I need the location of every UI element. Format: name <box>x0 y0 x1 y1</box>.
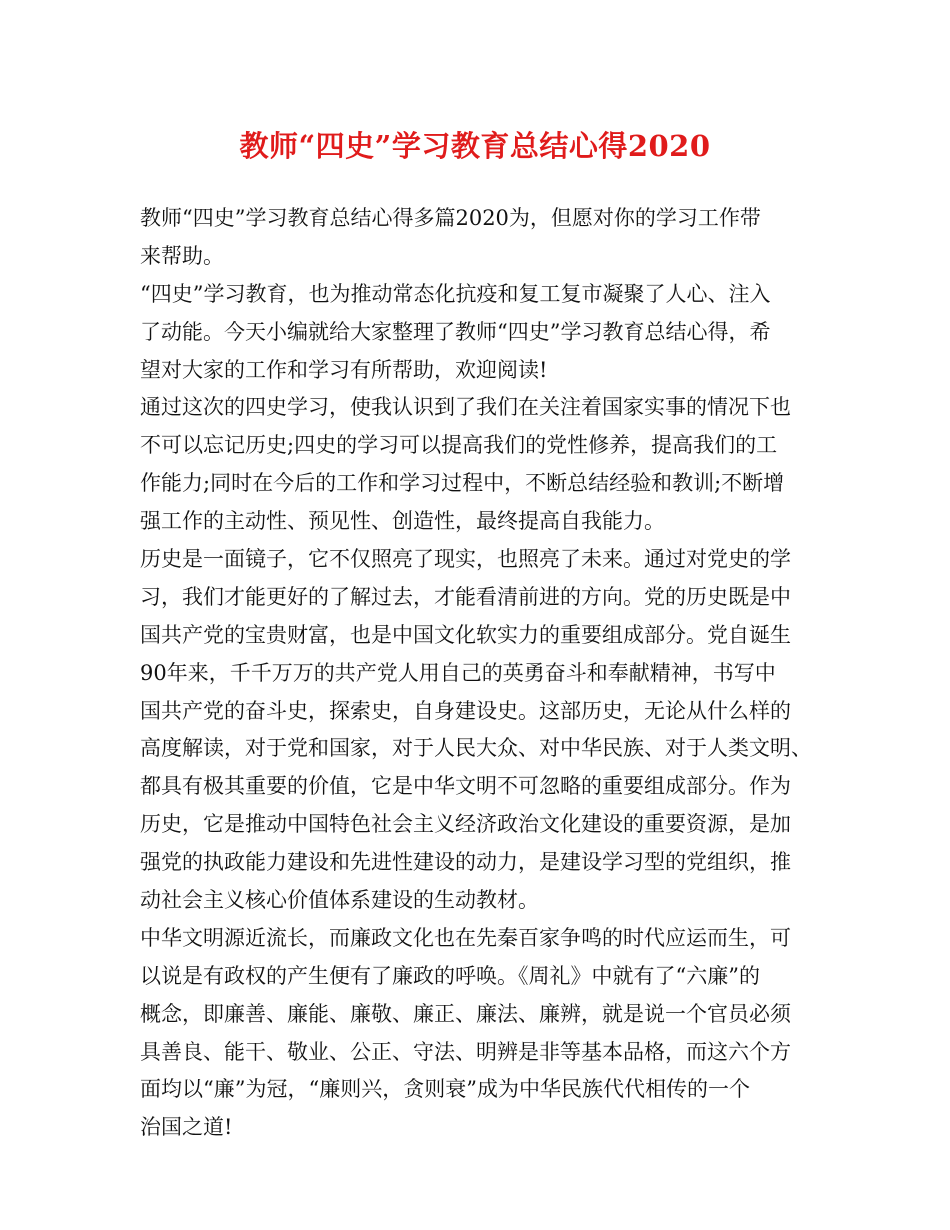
body-line: 强党的执政能力建设和先进性建设的动力，是建设学习型的党组织，推 <box>140 850 791 875</box>
body-line: 国共产党的奋斗史，探索史，自身建设史。这部历史，无论从什么样的 <box>140 698 791 723</box>
body-line: 通过这次的四史学习，使我认识到了我们在关注着国家实事的情况下也 <box>140 395 791 420</box>
body-line: 了动能。今天小编就给大家整理了教师“四史”学习教育总结心得，希 <box>140 319 771 344</box>
body-line: 历史，它是推动中国特色社会主义经济政治文化建设的重要资源，是加 <box>140 812 791 837</box>
body-line: 中华文明源近流长，而廉政文化也在先秦百家争鸣的时代应运而生，可 <box>140 925 791 950</box>
body-line: 以说是有政权的产生便有了廉政的呼唤。《周礼》中就有了“六廉”的 <box>140 963 760 988</box>
body-line: 不可以忘记历史;四史的学习可以提高我们的党性修养，提高我们的工 <box>140 433 778 458</box>
body-line: 面均以“廉”为冠，“廉则兴，贪则衰”成为中华民族代代相传的一个 <box>140 1077 750 1102</box>
body-line: 强工作的主动性、预见性、创造性，最终提高自我能力。 <box>140 509 665 534</box>
body-line: 治国之道! <box>140 1115 233 1140</box>
body-line: 概念，即廉善、廉能、廉敬、廉正、廉法、廉辨，就是说一个官员必须 <box>140 1001 791 1026</box>
body-line: 习，我们才能更好的了解过去，才能看清前进的方向。党的历史既是中 <box>140 584 791 609</box>
document-title: 教师“四史”学习教育总结心得2020 <box>239 129 711 163</box>
document-body <box>140 200 820 1147</box>
body-line: 作能力;同时在今后的工作和学习过程中，不断总结经验和教训;不断增 <box>140 471 785 496</box>
body-line: 具善良、能干、敬业、公正、守法、明辨是非等基本品格，而这六个方 <box>140 1039 791 1064</box>
body-line: 90年来，千千万万的共产党人用自己的英勇奋斗和奉献精神，书写中 <box>140 660 776 685</box>
body-line: 来帮助。 <box>140 243 224 268</box>
body-line: 望对大家的工作和学习有所帮助，欢迎阅读! <box>140 357 548 382</box>
body-line: 历史是一面镜子，它不仅照亮了现实，也照亮了未来。通过对党史的学 <box>140 547 791 572</box>
body-line: 国共产党的宝贵财富，也是中国文化软实力的重要组成部分。党自诞生 <box>140 622 791 647</box>
body-line: 动社会主义核心价值体系建设的生动教材。 <box>140 888 539 913</box>
body-line: 高度解读，对于党和国家，对于人民大众、对中华民族、对于人类文明、 <box>140 736 812 761</box>
body-line: 都具有极其重要的价值，它是中华文明不可忽略的重要组成部分。作为 <box>140 774 791 799</box>
body-line: “四史”学习教育，也为推动常态化抗疫和复工复市凝聚了人心、注入 <box>140 281 771 306</box>
body-line: 教师“四史”学习教育总结心得多篇2020为，但愿对你的学习工作带 <box>140 206 761 230</box>
